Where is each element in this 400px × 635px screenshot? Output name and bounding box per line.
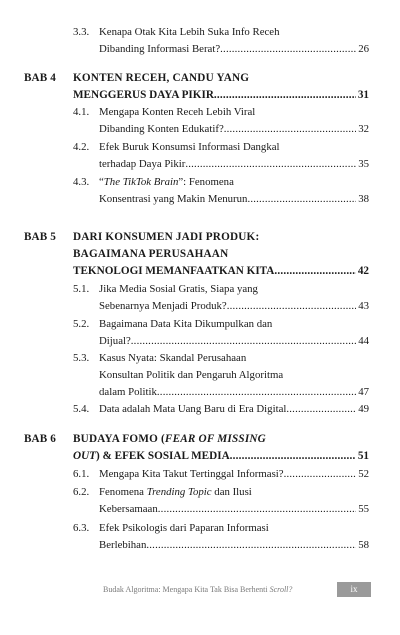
- chapter-title: DARI KONSUMEN JADI PRODUK:: [73, 231, 260, 243]
- toc-entry-text: Bagaimana Data Kita Dikumpulkan dan: [99, 318, 273, 330]
- toc-entry-leader-line[interactable]: [99, 122, 369, 136]
- dot-leader: [247, 192, 356, 206]
- toc-entry-number: 6.3.: [73, 522, 90, 534]
- toc-page-number: 35: [358, 158, 369, 170]
- toc-entry-text: Kenapa Otak Kita Lebih Suka Info Receh: [99, 26, 280, 38]
- italic-term: Trending Topic: [146, 486, 212, 498]
- running-title: Budak Algoritma: Mengapa Kita Tak Bisa Berhenti: [103, 585, 270, 594]
- toc-entry-text: dalam Politik: [99, 386, 157, 398]
- toc-page-number: 58: [358, 539, 369, 551]
- italic-term: FEAR OF MISSING: [164, 433, 266, 445]
- chapter-title-leader-line[interactable]: [73, 88, 369, 102]
- toc-entry-text: Dijual?: [99, 335, 131, 347]
- italic-term: OUT: [73, 450, 96, 462]
- toc-entry-text: terhadap Daya Pikir: [99, 158, 186, 170]
- italic-term: The TikTok Brain: [103, 176, 179, 188]
- dot-leader: [230, 449, 356, 463]
- chapter-title: MENGGERUS DAYA PIKIR: [73, 89, 214, 101]
- toc-entry-number: 4.3.: [73, 176, 90, 188]
- chapter-label: BAB 5: [24, 231, 56, 243]
- dot-leader: [214, 88, 356, 102]
- chapter-title: TEKNOLOGI MEMANFAATKAN KITA: [73, 265, 275, 277]
- toc-entry-leader-line[interactable]: [99, 334, 369, 348]
- toc-entry-leader-line[interactable]: [99, 538, 369, 552]
- quote-mark: “: [99, 176, 104, 188]
- toc-entry-text: Kasus Nyata: Skandal Perusahaan: [99, 352, 247, 364]
- toc-entry-number: 4.2.: [73, 141, 90, 153]
- toc-entry-number: 5.2.: [73, 318, 90, 330]
- running-footer: [103, 584, 292, 596]
- toc-page-number: 52: [358, 468, 369, 480]
- chapter-title: [73, 449, 230, 463]
- toc-entry-text: Konsultan Politik dan Pengaruh Algoritma: [99, 369, 284, 381]
- dot-leader: [157, 385, 356, 399]
- toc-entry-text: Jika Media Sosial Gratis, Siapa yang: [99, 283, 258, 295]
- toc-entry-leader-line[interactable]: [99, 502, 369, 516]
- toc-entry-text: Mengapa Konten Receh Lebih Viral: [99, 106, 256, 118]
- toc-entry-leader-line[interactable]: [99, 192, 369, 206]
- toc-page-number: 31: [357, 89, 369, 101]
- dot-leader: [220, 42, 356, 56]
- toc-page-number: 55: [358, 503, 369, 515]
- toc-entry-text: [99, 175, 234, 189]
- chapter-label: BAB 4: [24, 72, 56, 84]
- toc-entry-number: 5.4.: [73, 403, 90, 415]
- toc-entry-number: 5.1.: [73, 283, 90, 295]
- toc-page-number: 38: [358, 193, 369, 205]
- toc-entry-number: 3.3.: [73, 26, 90, 38]
- toc-page-number: 26: [358, 43, 369, 55]
- toc-entry-text: Efek Buruk Konsumsi Informasi Dangkal: [99, 141, 280, 153]
- dot-leader: [131, 334, 356, 348]
- running-title-italic: Scroll?: [269, 585, 293, 594]
- toc-page-number: 51: [357, 450, 369, 462]
- page-number-badge: ix: [337, 582, 371, 597]
- toc-page-number: 32: [358, 123, 369, 135]
- chapter-title: [73, 432, 266, 446]
- toc-entry-number: 6.1.: [73, 468, 90, 480]
- dot-leader: [185, 157, 356, 171]
- toc-entry-text: [99, 485, 252, 499]
- toc-entry-leader-line[interactable]: [99, 385, 369, 399]
- dot-leader: [286, 402, 356, 416]
- chapter-title-part: ) & EFEK SOSIAL MEDIA: [96, 450, 230, 462]
- toc-entry-text-part: ”: Fenomena: [178, 176, 234, 188]
- chapter-title-leader-line[interactable]: [73, 264, 369, 278]
- toc-page-number: 44: [358, 335, 369, 347]
- toc-entry-leader-line[interactable]: [99, 157, 369, 171]
- toc-entry-number: 5.3.: [73, 352, 90, 364]
- toc-entry-number: 6.2.: [73, 486, 90, 498]
- dot-leader: [158, 502, 356, 516]
- chapter-title: KONTEN RECEH, CANDU YANG: [73, 72, 250, 84]
- toc-entry-text-part: dan Ilusi: [211, 486, 252, 498]
- toc-entry-leader-line[interactable]: [99, 402, 369, 416]
- dot-leader: [274, 264, 355, 278]
- toc-entry-text: Dibanding Konten Edukatif?: [99, 123, 224, 135]
- chapter-title-leader-line[interactable]: [73, 449, 369, 463]
- toc-entry-leader-line[interactable]: [99, 299, 369, 313]
- dot-leader: [284, 467, 357, 481]
- toc-entry-text: Efek Psikologis dari Paparan Informasi: [99, 522, 269, 534]
- chapter-title: BAGAIMANA PERUSAHAAN: [73, 248, 229, 260]
- toc-entry-text: Data adalah Mata Uang Baru di Era Digital: [99, 403, 287, 415]
- toc-entry-text: Sebenarnya Menjadi Produk?: [99, 300, 227, 312]
- toc-page-number: 43: [358, 300, 369, 312]
- toc-entry-text: Mengapa Kita Takut Tertinggal Informasi?: [99, 468, 284, 480]
- dot-leader: [227, 299, 356, 313]
- chapter-title-part: BUDAYA FOMO (: [73, 433, 165, 445]
- dot-leader: [146, 538, 356, 552]
- toc-entry-text: Konsentrasi yang Makin Menurun: [99, 193, 248, 205]
- toc-entry-text: Kebersamaan: [99, 503, 158, 515]
- toc-entry-text-part: Fenomena: [99, 486, 147, 498]
- chapter-label: BAB 6: [24, 433, 56, 445]
- toc-entry-leader-line[interactable]: [99, 467, 369, 481]
- toc-page-number: 47: [358, 386, 369, 398]
- dot-leader: [224, 122, 356, 136]
- toc-page-number: 42: [357, 265, 369, 277]
- toc-entry-text: Dibanding Informasi Berat?: [99, 43, 221, 55]
- toc-entry-text: Berlebihan: [99, 539, 147, 551]
- toc-entry-number: 4.1.: [73, 106, 90, 118]
- toc-page-number: 49: [358, 403, 369, 415]
- toc-entry-leader-line[interactable]: [99, 42, 369, 56]
